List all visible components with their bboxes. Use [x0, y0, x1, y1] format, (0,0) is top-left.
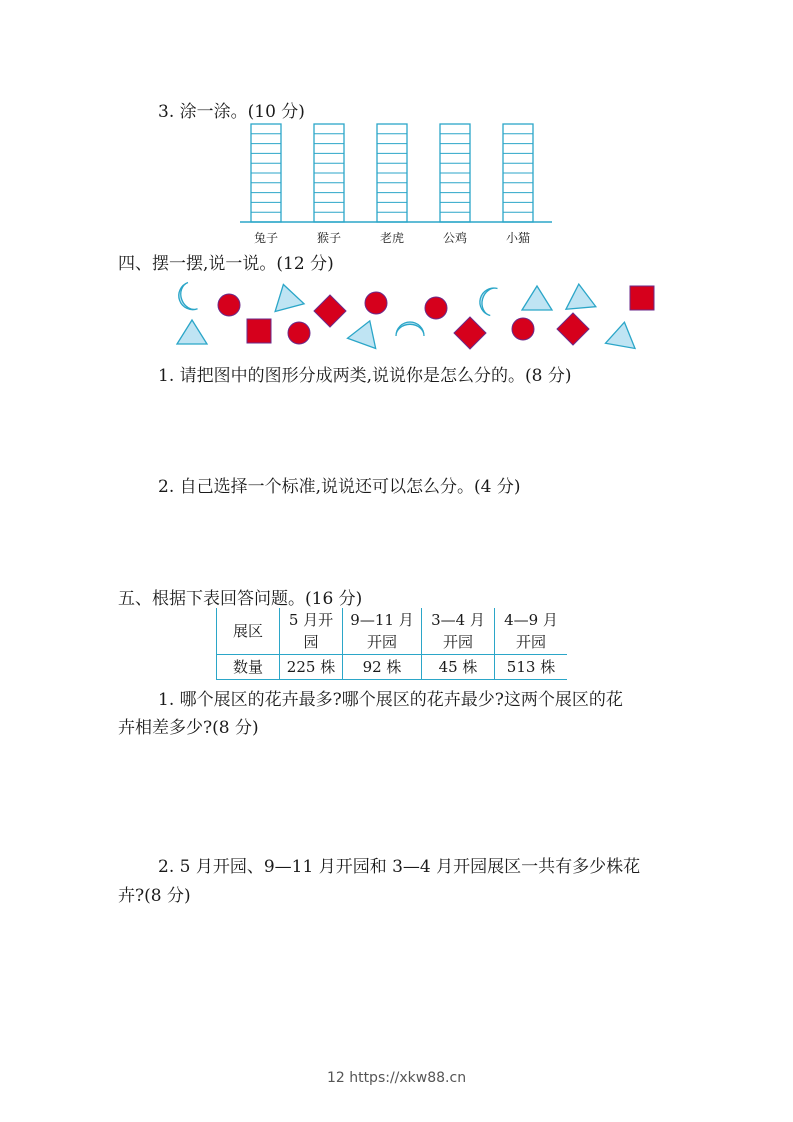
table-cell: 3—4 月开园 [422, 608, 495, 655]
shape-moon [175, 282, 198, 313]
table-cell: 4—9 月开园 [495, 608, 568, 655]
flower-table [216, 608, 567, 680]
column-label: 兔子 [253, 231, 279, 245]
shape-moon [477, 285, 498, 316]
section-4-title: 四、摆一摆,说一说。(12 分) [118, 254, 334, 274]
column-label: 老虎 [379, 231, 405, 245]
page-footer: 12 https://xkw88.cn [326, 1070, 467, 1086]
table-cell: 513 株 [495, 655, 568, 680]
bar-column-1[interactable] [251, 124, 281, 222]
section-5-question-1-line-1: 1. 哪个展区的花卉最多?哪个展区的花卉最少?这两个展区的花 [158, 690, 623, 710]
shape-diamond [454, 317, 486, 349]
shape-triangle [347, 316, 383, 349]
table-cell: 9—11 月开园 [343, 608, 422, 655]
bar-column-3[interactable] [377, 124, 407, 222]
table-cell: 数量 [217, 655, 280, 680]
shape-triangle [522, 286, 552, 310]
shape-circle [425, 297, 447, 319]
table-cell: 45 株 [422, 655, 495, 680]
section-4-question-2: 2. 自己选择一个标准,说说还可以怎么分。(4 分) [158, 477, 521, 497]
shape-circle [288, 322, 310, 344]
shape-triangle [564, 283, 596, 310]
shape-circle [218, 294, 240, 316]
section-5-question-1-line-2: 卉相差多少?(8 分) [118, 718, 259, 738]
bar-column-4[interactable] [440, 124, 470, 222]
shapes-figure [170, 278, 670, 358]
shape-moon [396, 322, 424, 336]
table-row [217, 655, 568, 680]
column-label: 公鸡 [442, 231, 468, 245]
table-cell: 92 株 [343, 655, 422, 680]
shape-triangle [177, 320, 207, 344]
section-5-title: 五、根据下表回答问题。(16 分) [118, 589, 363, 609]
column-label: 小猫 [505, 231, 531, 245]
shape-circle [512, 318, 534, 340]
shape-square [630, 286, 654, 310]
section-4-question-1: 1. 请把图中的图形分成两类,说说你是怎么分的。(8 分) [158, 366, 572, 386]
question-3-label: 3. 涂一涂。(10 分) [158, 102, 305, 122]
shape-square [247, 319, 271, 343]
section-5-question-2-line-2: 卉?(8 分) [118, 886, 191, 906]
table-cell: 展区 [217, 608, 280, 655]
shape-diamond [557, 313, 589, 345]
table-row [217, 608, 568, 655]
bar-column-2[interactable] [314, 124, 344, 222]
shape-circle [365, 292, 387, 314]
shape-triangle [605, 320, 639, 349]
bar-chart-grid [236, 118, 556, 248]
shape-triangle [269, 281, 304, 312]
shape-diamond [314, 295, 346, 327]
bar-column-5[interactable] [503, 124, 533, 222]
column-label: 猴子 [316, 231, 342, 245]
section-5-question-2-line-1: 2. 5 月开园、9—11 月开园和 3—4 月开园展区一共有多少株花 [158, 857, 641, 877]
table-cell: 225 株 [280, 655, 343, 680]
table-cell: 5 月开园 [280, 608, 343, 655]
